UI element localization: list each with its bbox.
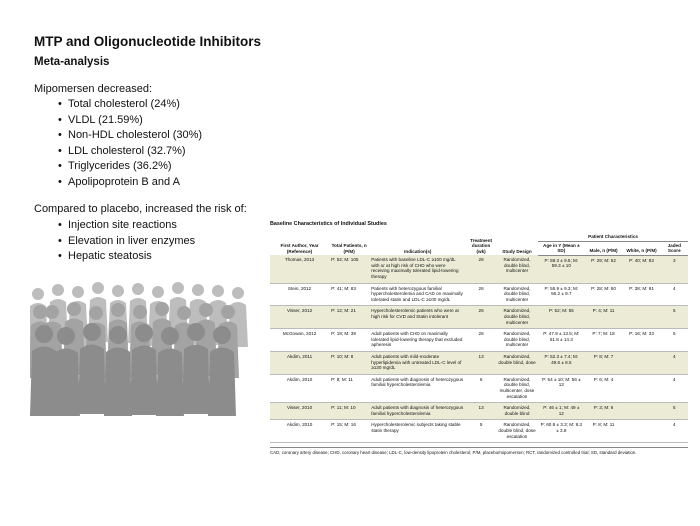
slide-subtitle: Meta-analysis bbox=[34, 56, 110, 68]
bullet-item: • LDL cholesterol (32.7%) bbox=[58, 144, 202, 160]
table-cell: P: 19; M: 39 bbox=[331, 331, 356, 337]
table-cell: P: 3; M: 6 bbox=[593, 405, 614, 411]
baseline-table bbox=[270, 233, 688, 443]
table-cell: Randomized, double blind, dose escalation bbox=[498, 422, 536, 439]
column-header: Jaded Score bbox=[661, 241, 688, 255]
patient-group-header: Patient Characteristics bbox=[538, 233, 688, 241]
table-cell: Patients with heterozygous familial hypercholesterolemia and CAD on maximally tolerated statin and LDL-C ≥100 mg/dL bbox=[371, 285, 463, 302]
table-cell: P: 41; M: 83 bbox=[331, 285, 356, 291]
table-cell: 5 bbox=[672, 308, 676, 314]
table-cell: P: 46 ± 1; M: 49 ± 12 bbox=[543, 405, 580, 416]
table-cell: P: 38; M: 81 bbox=[629, 285, 654, 291]
table-cell: P: 7; M: 18 bbox=[592, 331, 615, 337]
table-row bbox=[270, 420, 688, 443]
table-cell: P: 40; M: 83 bbox=[629, 257, 654, 263]
table-cell: P: 4; M: 11 bbox=[592, 308, 615, 314]
table-cell: Adult patients with diagnosis of heterozygous familial hypercholesterolemia bbox=[371, 405, 464, 416]
table-cell: P: 16; M: 33 bbox=[629, 331, 654, 337]
table-cell: 3 bbox=[672, 257, 676, 263]
baseline-table-panel bbox=[270, 221, 688, 456]
table-cell: P: 8; M: 11 bbox=[592, 422, 615, 428]
table-cell bbox=[623, 306, 661, 329]
table-cell: Akdim, 2010 bbox=[286, 422, 313, 428]
table-cell: P: 47.9 ± 13.5; M: 51.8 ± 14.3 bbox=[543, 331, 580, 342]
bullet-item: • Injection site reactions bbox=[58, 218, 195, 234]
table-cell: 13 bbox=[478, 405, 484, 411]
table-row bbox=[270, 255, 688, 283]
table-cell: P: 52; M: 55 bbox=[548, 308, 574, 314]
table-cell: 26 bbox=[478, 308, 484, 314]
bullet-item: • Total cholesterol (24%) bbox=[58, 97, 202, 113]
table-cell: 26 bbox=[478, 331, 484, 337]
table-cell: Randomized, double blind, dose bbox=[498, 354, 536, 365]
table-cell: Thomas, 2013 bbox=[284, 257, 315, 263]
table-row bbox=[270, 352, 688, 375]
column-header: Indication(s) bbox=[404, 248, 432, 254]
risk-list bbox=[58, 218, 195, 265]
table-cell: P: 15; M: 16 bbox=[331, 422, 356, 428]
table-cell: P: 59.3 ± 9.5; M: 59.3 ± 10 bbox=[544, 257, 579, 269]
column-header: First Author, Year (Reference) bbox=[280, 243, 319, 254]
table-cell: P: 52.3 ± 7.4; M: 49.6 ± 8.5 bbox=[544, 354, 579, 365]
column-header: White, n (P/M) bbox=[623, 241, 661, 255]
table-cell: Randomized, double blind, multicenter bbox=[503, 331, 531, 348]
table-cell: McGowan, 2012 bbox=[282, 331, 317, 337]
table-cell: P: 54 ± 10; M: 56 ± 13 bbox=[541, 376, 581, 388]
table-cell: P: 55.9 ± 9.3; M: 56.2 ± 9.7 bbox=[544, 285, 579, 297]
table-cell: Hypercholesterolemic patients who were at high risk for CVD and Statin intolerant bbox=[371, 308, 459, 320]
table-cell: Adult patients with CHD on maximally tolerated lipid-lowering therapy that excluded apheresis bbox=[371, 331, 463, 348]
table-row bbox=[270, 403, 688, 420]
table-cell: 6 bbox=[479, 376, 483, 382]
table-cell: Hypercholesterolemic subjects taking stable statin therapy bbox=[371, 422, 461, 433]
column-header: Total Patients, n (P/M) bbox=[331, 243, 367, 254]
table-cell: 13 bbox=[478, 354, 484, 359]
decreased-list bbox=[58, 97, 202, 190]
table-cell: P: 10; M: 8 bbox=[331, 354, 354, 359]
column-header: Treatment duration (wk) bbox=[470, 237, 493, 254]
bullet-item: • Triglycerides (36.2%) bbox=[58, 159, 202, 175]
table-cell: Patients with baseline LDL-C ≥100 mg/dL with or at high risk of CHD who were receiving maximally tolerated lipid-lowering therapy bbox=[371, 257, 459, 280]
table-cell: 5 bbox=[672, 331, 676, 337]
table-cell: 26 bbox=[478, 285, 484, 291]
table-row bbox=[270, 374, 688, 402]
table-cell: Akdim, 2011 bbox=[286, 354, 313, 359]
table-cell: Randomized, double blind, multicenter bbox=[503, 257, 531, 274]
table-row bbox=[270, 306, 688, 329]
column-header: Age in Y (Mean ± SD) bbox=[538, 241, 584, 255]
table-cell: Visser, 2010 bbox=[286, 405, 313, 411]
table-cell: Randomized, double blind, multicenter, dose escalation bbox=[499, 376, 535, 399]
table-cell: P: 8; M: 7 bbox=[593, 354, 614, 359]
table-row bbox=[270, 283, 688, 306]
table-cell: Adult patients with diagnosis of heterozygous familial hypercholesterolemia bbox=[371, 376, 464, 388]
table-cell: Randomized, double blind bbox=[503, 405, 531, 416]
table-footnote: CAD, coronary artery disease; CHD, coronary heart disease; LDL-C, low-density lipoprotein cholesterol; P/M, placebo/mipomersen; RCT, randomized controlled trial; SD, standard deviation. bbox=[270, 447, 688, 455]
table-cell: P: 11; M: 10 bbox=[331, 405, 356, 411]
bullet-item: • Hepatic steatosis bbox=[58, 249, 195, 265]
risk-intro: Compared to placebo, increased the risk of: bbox=[34, 203, 247, 215]
table-cell: 5 bbox=[672, 405, 676, 411]
crowd-silhouette-image bbox=[30, 278, 254, 416]
column-header: Study Design bbox=[502, 248, 532, 254]
bullet-item: • Elevation in liver enzymes bbox=[58, 234, 195, 250]
table-cell: 4 bbox=[672, 285, 676, 291]
table-cell: P: 28; M: 50 bbox=[591, 285, 616, 291]
table-row bbox=[270, 329, 688, 352]
table-cell: Visser, 2012 bbox=[286, 308, 313, 314]
column-header: Male, n (P/M) bbox=[585, 241, 623, 255]
table-cell: 4 bbox=[672, 354, 676, 359]
table-cell: P: 29; M: 52 bbox=[591, 257, 616, 263]
table-cell: Randomized, double blind, multicenter bbox=[503, 308, 531, 325]
slide-title: MTP and Oligonucleotide Inhibitors bbox=[34, 34, 262, 49]
table-cell bbox=[623, 374, 661, 402]
table-cell: Stein, 2012 bbox=[287, 285, 312, 291]
table-caption: Baseline Characteristics of Individual Studies bbox=[270, 221, 387, 227]
bullet-item: • Apolipoprotein B and A bbox=[58, 175, 202, 191]
table-cell: Adult patients with mild-moderate hyperlipidemia with untreated LDL-C level of ≥130 mg/dL bbox=[371, 354, 462, 371]
table-cell: Randomized, double blind, multicenter bbox=[503, 285, 531, 302]
table-cell: 5 bbox=[479, 422, 483, 428]
table-cell bbox=[623, 420, 661, 443]
table-cell bbox=[623, 352, 661, 375]
table-cell: P: 8; M: 11 bbox=[331, 376, 353, 382]
table-cell: 4 bbox=[672, 422, 676, 428]
table-cell: Akdim, 2010 bbox=[286, 376, 313, 382]
table-cell bbox=[623, 403, 661, 420]
table-cell: 4 bbox=[672, 376, 676, 382]
bullet-item: • Non-HDL cholesterol (30%) bbox=[58, 128, 202, 144]
table-cell: 26 bbox=[478, 257, 484, 263]
bullet-item: • VLDL (21.59%) bbox=[58, 113, 202, 129]
table-cell: P: 6; M: 4 bbox=[593, 376, 614, 382]
table-cell: P: 12; M: 21 bbox=[331, 308, 356, 314]
decreased-intro: Mipomersen decreased: bbox=[34, 83, 153, 95]
table-cell: P: 52; M: 105 bbox=[331, 257, 359, 263]
table-body bbox=[270, 255, 688, 442]
table-cell: P: 60.8 ± 3.3; M: 8.3 ± 3.8 bbox=[540, 422, 582, 433]
